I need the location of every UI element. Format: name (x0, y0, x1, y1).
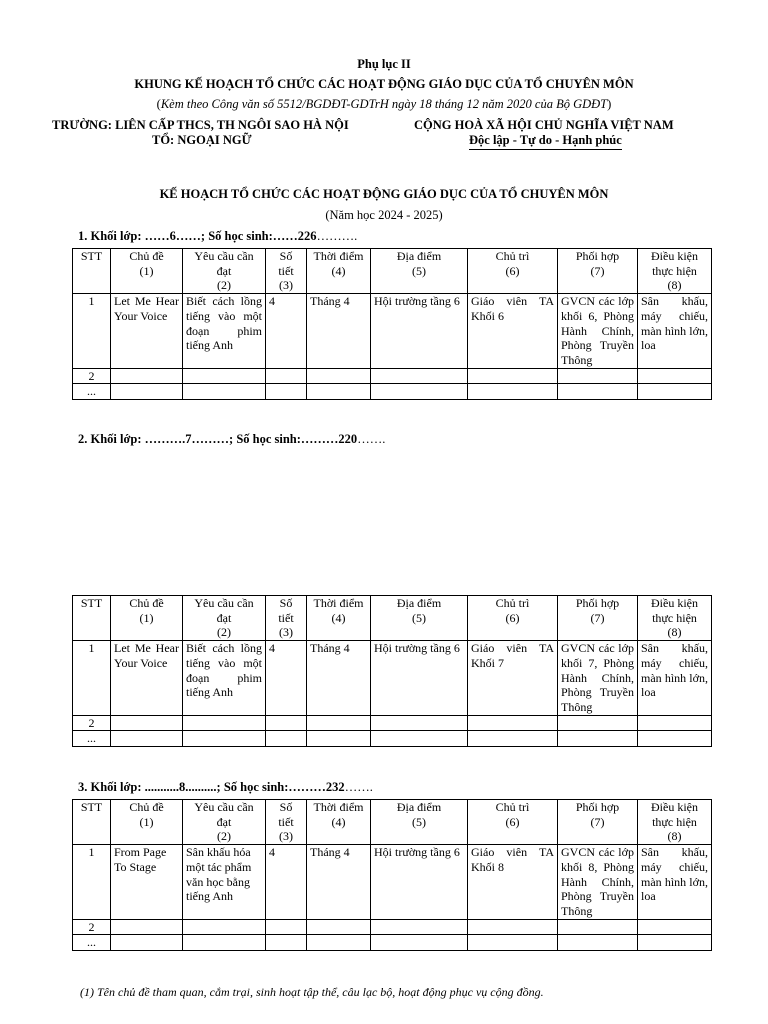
table-row (73, 935, 712, 951)
cell-stt: ... (73, 384, 111, 400)
framework-title: KHUNG KẾ HOẠCH TỔ CHỨC CÁC HOẠT ĐỘNG GIÁO DỤC CỦA TỔ CHUYÊN MÔN (134, 77, 634, 91)
grade-dots: ……. (357, 432, 386, 446)
cell-periods: 4 (266, 845, 307, 920)
col-periods: Số tiết (3) (266, 249, 307, 294)
cell-place: Hội trường tầng 6 (371, 641, 468, 716)
col-requirement: Yêu cầu cần đạt (2) (183, 249, 266, 294)
col-topic: Chủ đề (1) (111, 596, 183, 641)
cell-coop: GVCN các lớp khối 7, Phòng Hành Chính, Phòng Truyền Thông (558, 641, 638, 716)
cell-cond: Sân khấu, máy chiếu, màn hình lớn, loa (638, 294, 712, 369)
col-requirement: Yêu cầu cần đạt (2) (183, 800, 266, 845)
grade-label: 2. Khối lớp: ……….7………; Số học sinh:………220 (78, 432, 358, 446)
table-row (73, 641, 712, 716)
grade-label: 3. Khối lớp: ...........8..........; Số học sinh:………232 (78, 780, 345, 794)
col-requirement: Yêu cầu cần đạt (2) (183, 596, 266, 641)
cell-place: Hội trường tầng 6 (371, 845, 468, 920)
cell-place: Hội trường tầng 6 (371, 294, 468, 369)
col-place: Địa điểm (5) (371, 800, 468, 845)
cell-stt: ... (73, 731, 111, 747)
cell-stt: 1 (73, 845, 111, 920)
col-time: Thời điểm (4) (307, 800, 371, 845)
col-time: Thời điểm (4) (307, 596, 371, 641)
cell-lead: Giáo viên TA Khối 8 (468, 845, 558, 920)
activity-table-grade-7 (72, 595, 712, 747)
col-place: Địa điểm (5) (371, 596, 468, 641)
cell-topic: Let Me Hear Your Voice (111, 641, 183, 716)
activity-table-grade-6 (72, 248, 712, 400)
col-stt: STT (73, 596, 111, 641)
cell-stt: 2 (73, 919, 111, 935)
department-name: TỔ: NGOẠI NGỮ (152, 133, 252, 147)
cell-requirement: Biết cách lồng tiếng vào một đoạn phim tiếng Anh (183, 641, 266, 716)
cell-coop: GVCN các lớp khối 8, Phòng Hành Chính, Phòng Truyền Thông (558, 845, 638, 920)
republic-name: CỘNG HOÀ XÃ HỘI CHỦ NGHĨA VIỆT NAM (414, 118, 674, 132)
school-header (52, 118, 349, 148)
col-periods: Số tiết (3) (266, 800, 307, 845)
table-row (73, 845, 712, 920)
footnote: (1) Tên chủ đề tham quan, cắm trại, sinh hoạt tập thể, câu lạc bộ, hoạt động phục vụ cộng đồng. (80, 985, 544, 999)
national-header (414, 118, 674, 148)
cell-stt: 2 (73, 368, 111, 384)
table-row (73, 731, 712, 747)
col-time: Thời điểm (4) (307, 249, 371, 294)
cell-stt: ... (73, 935, 111, 951)
grade-dots: ……. (344, 780, 373, 794)
table-header-row (73, 249, 712, 294)
col-lead: Chủ trì (6) (468, 249, 558, 294)
cell-stt: 1 (73, 641, 111, 716)
cell-requirement: Biết cách lồng tiếng vào một đoạn phim tiếng Anh (183, 294, 266, 369)
cell-time: Tháng 4 (307, 641, 371, 716)
cell-cond: Sân khấu, máy chiếu, màn hình lớn, loa (638, 845, 712, 920)
table-header-row (73, 596, 712, 641)
grade-line-3 (78, 780, 373, 795)
table-row (73, 294, 712, 369)
cell-periods: 4 (266, 294, 307, 369)
col-lead: Chủ trì (6) (468, 800, 558, 845)
school-name: TRƯỜNG: LIÊN CẤP THCS, TH NGÔI SAO HÀ NỘI (52, 118, 349, 132)
table-row (73, 919, 712, 935)
col-topic: Chủ đề (1) (111, 249, 183, 294)
col-coop: Phối hợp (7) (558, 249, 638, 294)
col-periods: Số tiết (3) (266, 596, 307, 641)
cell-periods: 4 (266, 641, 307, 716)
plan-year: (Năm học 2024 - 2025) (325, 208, 443, 222)
col-cond: Điều kiện thực hiện (8) (638, 596, 712, 641)
col-place: Địa điểm (5) (371, 249, 468, 294)
grade-label: 1. Khối lớp: ……6……; Số học sinh:……226 (78, 229, 317, 243)
grade-line-1 (78, 229, 357, 244)
col-coop: Phối hợp (7) (558, 800, 638, 845)
table-row (73, 368, 712, 384)
cell-topic: From Page To Stage (111, 845, 183, 920)
cell-topic: Let Me Hear Your Voice (111, 294, 183, 369)
col-cond: Điều kiện thực hiện (8) (638, 249, 712, 294)
plan-title: KẾ HOẠCH TỔ CHỨC CÁC HOẠT ĐỘNG GIÁO DỤC CỦA TỔ CHUYÊN MÔN (159, 187, 609, 201)
attachment-note-text: Kèm theo Công văn số 5512/BGDĐT-GDTrH ngày 18 tháng 12 năm 2020 của Bộ GDĐT (160, 97, 608, 111)
cell-coop: GVCN các lớp khối 6, Phòng Hành Chính, Phòng Truyền Thông (558, 294, 638, 369)
cell-cond: Sân khấu, máy chiếu, màn hình lớn, loa (638, 641, 712, 716)
cell-requirement: Sân khấu hóa một tác phẩm văn học bằng tiếng Anh (183, 845, 266, 920)
col-stt: STT (73, 249, 111, 294)
col-coop: Phối hợp (7) (558, 596, 638, 641)
col-cond: Điều kiện thực hiện (8) (638, 800, 712, 845)
cell-time: Tháng 4 (307, 845, 371, 920)
cell-stt: 2 (73, 715, 111, 731)
grade-dots: ………. (316, 229, 358, 243)
col-stt: STT (73, 800, 111, 845)
cell-stt: 1 (73, 294, 111, 369)
national-motto: Độc lập - Tự do - Hạnh phúc (469, 133, 622, 150)
appendix-label: Phụ lục II (357, 57, 411, 71)
cell-lead: Giáo viên TA Khối 6 (468, 294, 558, 369)
cell-time: Tháng 4 (307, 294, 371, 369)
col-topic: Chủ đề (1) (111, 800, 183, 845)
activity-table-grade-8 (72, 799, 712, 951)
table-row (73, 715, 712, 731)
col-lead: Chủ trì (6) (468, 596, 558, 641)
table-header-row (73, 800, 712, 845)
cell-lead: Giáo viên TA Khối 7 (468, 641, 558, 716)
attachment-note: (Kèm theo Công văn số 5512/BGDĐT-GDTrH ngày 18 tháng 12 năm 2020 của Bộ GDĐT) (156, 97, 612, 111)
grade-line-2 (78, 432, 385, 447)
table-row (73, 384, 712, 400)
